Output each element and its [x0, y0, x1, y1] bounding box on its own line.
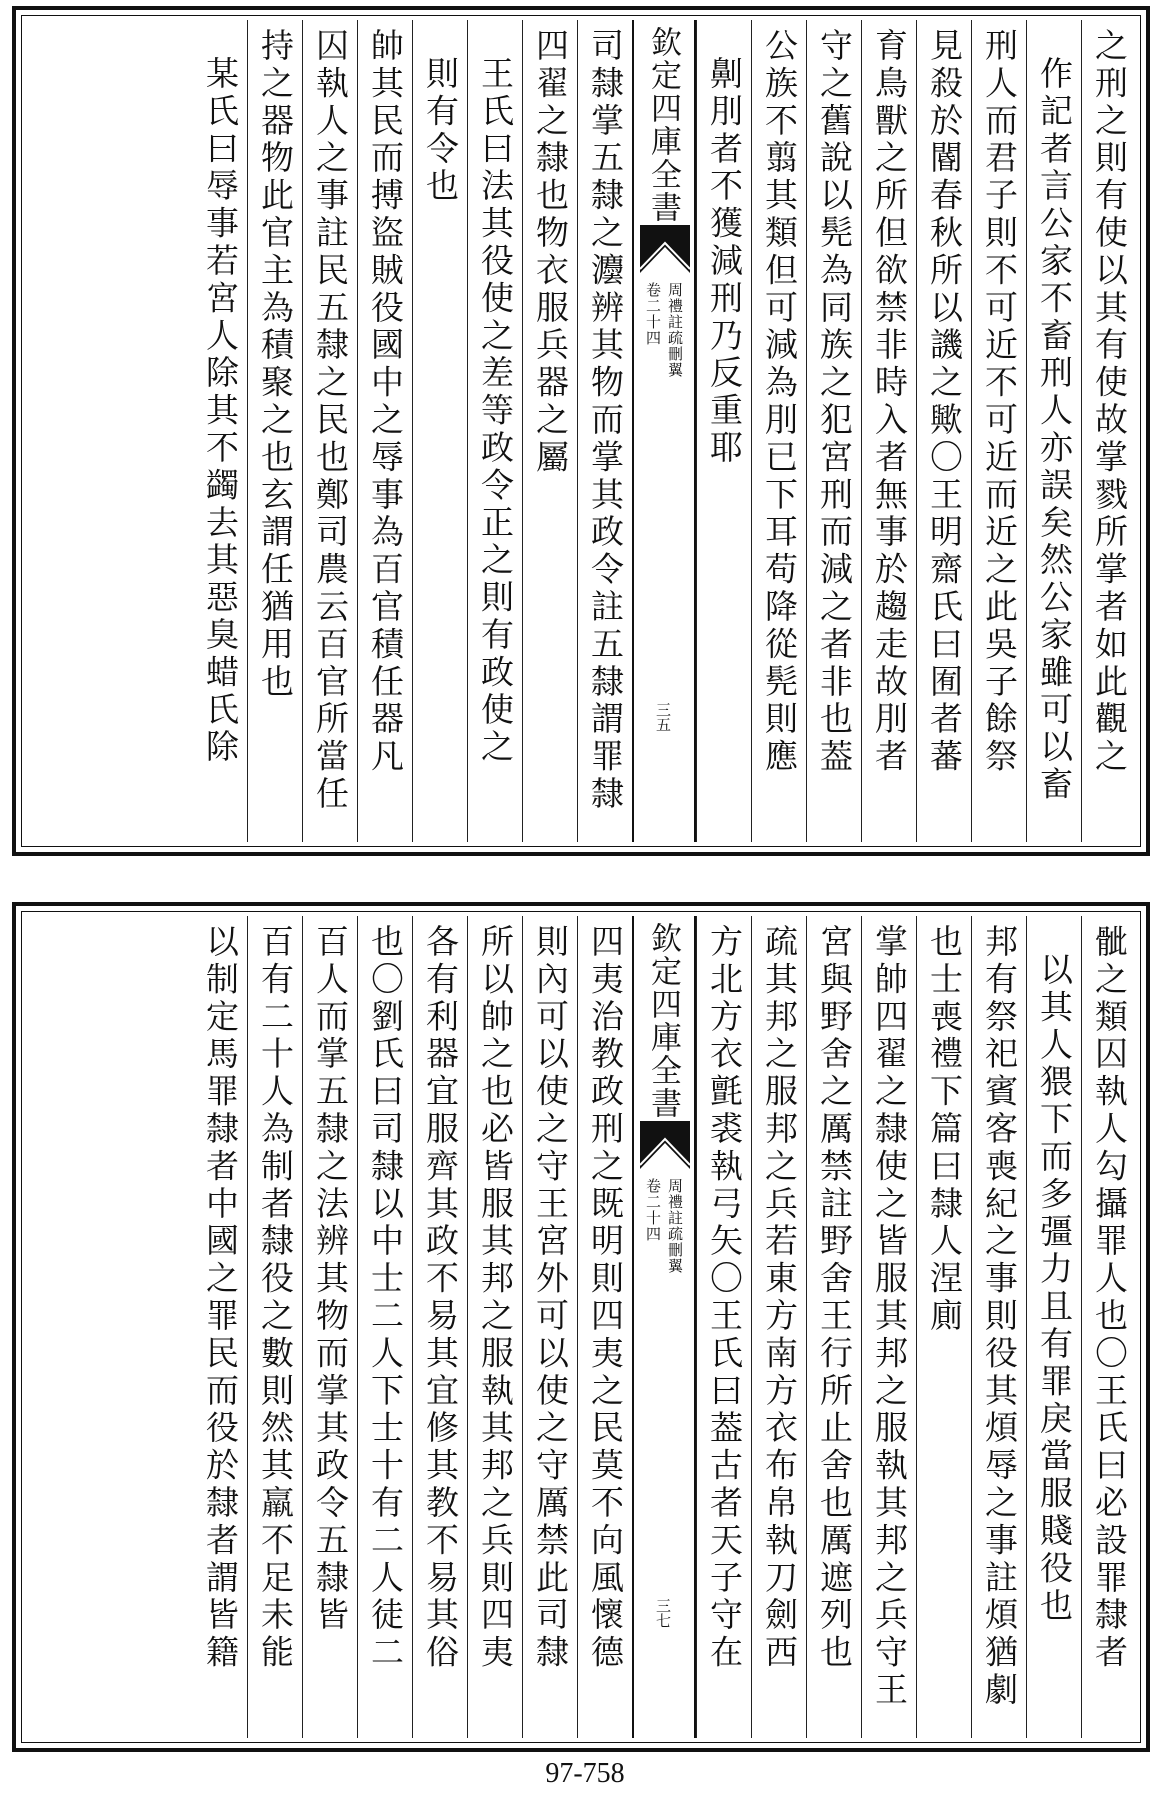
text-column: 見殺於閽春秋所以譏之歟〇王明齋氏曰囿者蕃 [916, 20, 971, 842]
fishtail-ornament [640, 1121, 690, 1169]
text-column: 公族不翦其類但可減為刖已下耳苟降從髡則應 [751, 20, 806, 842]
banner-reference [642, 282, 686, 462]
text-column: 邦有祭祀賓客喪紀之事則役其煩辱之事註煩猶劇 [971, 916, 1026, 1738]
page-panel-top [12, 6, 1150, 856]
text-column: 以其人猥下而多彊力且有罪戾當服賤役也 [1026, 916, 1081, 1738]
text-column: 劓刖者不獲減刑乃反重耶 [696, 20, 751, 842]
text-column: 育鳥獸之所但欲禁非時入者無事於趨走故刖者 [861, 20, 916, 842]
text-column: 持之器物此官主為積聚之也玄謂任猶用也 [247, 20, 302, 842]
text-column: 則內可以使之守王宮外可以使之守厲禁此司隸 [522, 916, 577, 1738]
text-column: 四夷治教政刑之既明則四夷之民莫不向風懷德 [577, 916, 632, 1738]
center-banner [632, 20, 696, 842]
text-columns [26, 916, 1136, 1738]
fishtail-ornament [640, 225, 690, 273]
text-column: 之刑之則有使以其有使故掌戮所掌者如此觀之 [1081, 20, 1136, 842]
text-column: 也〇劉氏曰司隸以中士二人下士十有二人徒二 [357, 916, 412, 1738]
banner-ref-volume: 卷二十四 [644, 282, 662, 346]
banner-ref-volume: 卷二十四 [644, 1178, 662, 1242]
text-column: 疏其邦之服邦之兵若東方南方衣布帛執刀劍西 [751, 916, 806, 1738]
text-column: 各有利器宜服齊其政不易其宜修其教不易其俗 [412, 916, 467, 1738]
page-number: 97-758 [545, 1758, 625, 1789]
text-column: 王氏曰法其役使之差等政令正之則有政使之 [467, 20, 522, 842]
text-column: 以制定馬罪隸者中國之罪民而役於隸者謂皆籍 [201, 924, 240, 1672]
text-column: 百有二十人為制者隸役之數則然其羸不足未能 [247, 916, 302, 1738]
banner-title: 欽定四庫全書 [645, 26, 681, 224]
text-column: 司隸掌五隸之灋辨其物而掌其政令註五隸謂罪隸 [577, 20, 632, 842]
text-column: 方北方衣氈裘執弓矢〇王氏曰葢古者天子守在 [696, 916, 751, 1738]
banner-title: 欽定四庫全書 [645, 922, 681, 1120]
text-column: 宮與野舍之厲禁註野舍王行所止舍也厲遮列也 [806, 916, 861, 1738]
text-column: 帥其民而搏盜賊役國中之辱事為百官積任器凡 [357, 20, 412, 842]
text-column: 囚執人之事註民五隸之民也鄭司農云百官所當任 [302, 20, 357, 842]
banner-ref-title: 周禮註疏刪翼 [666, 282, 684, 378]
text-columns [26, 20, 1136, 842]
text-column: 所以帥之也必皆服其邦之服執其邦之兵則四夷 [467, 916, 522, 1738]
text-column: 也士喪禮下篇曰隸人涅廁 [916, 916, 971, 1738]
banner-reference [642, 1178, 686, 1358]
text-column: 刑人而君子則不可近不可近而近之此吳子餘祭 [971, 20, 1026, 842]
center-banner [632, 916, 696, 1738]
text-column: 掌帥四翟之隸使之皆服其邦之服執其邦之兵守王 [861, 916, 916, 1738]
folio-number: 三五 [654, 702, 672, 732]
text-column: 則有令也 [412, 20, 467, 842]
text-column: 四翟之隸也物衣服兵器之屬 [522, 20, 577, 842]
text-column: 百人而掌五隸之法辨其物而掌其政令五隸皆 [302, 916, 357, 1738]
text-column: 骴之類囚執人勾攝罪人也〇王氏曰必設罪隸者 [1081, 916, 1136, 1738]
text-column: 守之舊說以髡為同族之犯宮刑而減之者非也葢 [806, 20, 861, 842]
text-column: 作記者言公家不畜刑人亦誤矣然公家雖可以畜 [1026, 20, 1081, 842]
folio-number: 三七 [654, 1598, 672, 1628]
text-column: 某氏曰辱事若宮人除其不蠲去其惡臭蜡氏除 [201, 56, 240, 767]
banner-ref-title: 周禮註疏刪翼 [666, 1178, 684, 1274]
page-panel-bottom [12, 902, 1150, 1752]
